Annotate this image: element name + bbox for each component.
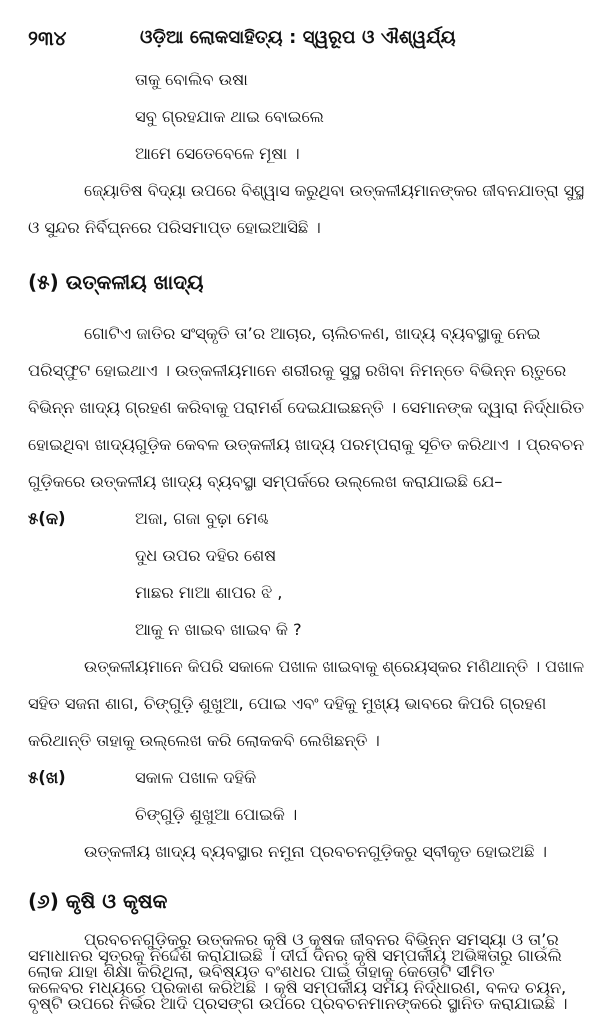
proverb-line: ମାଛର ମାଆ ଶାପର ଝି ,	[135, 583, 283, 602]
proverb-label: ୫(କ)	[28, 509, 66, 528]
verse-line: ସବୁ ଗ୍ରହଯାକ ଥାଇ ବୋଇଲେ	[135, 107, 324, 126]
paragraph-line: ଗୋଟିଏ ଜାତିର ସଂସ୍କୃତି ତା’ର ଆଚାର, ଚାଲିଚଳଣ, ଖାଦ୍ୟ ବ୍ୟବସ୍ଥାକୁ ନେଇ	[84, 324, 541, 343]
paragraph-line: କରିଥାନ୍ତି ତାହାକୁ ଉଲ୍ଲେଖ କରି ଲୋକକବି ଲେଖିଛନ୍ତି ।	[28, 731, 380, 750]
paragraph-line: ଲୋକ ଯାହା ଶିକ୍ଷା କରିଥିଲା, ଭବିଷ୍ୟତ ବଂଶଧର ପାଇଁ ତାହାକୁ କେତୋଟି ସୀମିତ	[28, 962, 495, 981]
paragraph-line: ଓ ସୁନ୍ଦର ନିର୍ବିଘ୍ନରେ ପରିସମାପ୍ତ ହୋଇଆସିଛି ।	[28, 218, 321, 237]
paragraph-line: ହୋଇଥିବା ଖାଦ୍ୟଗୁଡ଼ିକ କେବଳ ଉତ୍କଳୀୟ ଖାଦ୍ୟ ପରମ୍ପରାକୁ ସୂଚିତ କରିଥାଏ । ପ୍ରବଚନ	[28, 435, 584, 454]
paragraph-line: ସହିତ ସଜନା ଶାଗ, ଚିଙ୍ଗୁଡ଼ି ଶୁଖୁଆ, ପୋଇ ଏବଂ ଦହିକୁ ମୁଖ୍ୟ ଭାବରେ କିପରି ଗ୍ରହଣ	[28, 694, 547, 713]
paragraph-line: ପ୍ରବଚନଗୁଡ଼ିକରୁ ଉତ୍କଳର କୃଷି ଓ କୃଷକ ଜୀବନର ବିଭିନ୍ନ ସମସ୍ୟା ଓ ତା’ର	[84, 930, 559, 949]
paragraph-line: ଉତ୍କଳୀୟମାନେ କିପରି ସକାଳେ ପଖାଳ ଖାଇବାକୁ ଶ୍ରେୟସ୍କର ମଣିଥାନ୍ତି । ପଖାଳ	[84, 657, 585, 676]
proverb-line: ସକାଳ ପଖାଳ ଦହିକି	[135, 768, 257, 787]
verse-line: ତାକୁ ବୋଲିବ ଉଷା	[135, 70, 248, 89]
paragraph-line: ଉତ୍କଳୀୟ ଖାଦ୍ୟ ବ୍ୟବସ୍ଥାର ନମୁନା ପ୍ରବଚନଗୁଡ଼ିକରୁ ସ୍ବୀକୃତ ହୋଇଅଛି ।	[84, 842, 547, 861]
paragraph-line: ଗୁଡ଼ିକରେ ଉତ୍କଳୀୟ ଖାଦ୍ୟ ବ୍ୟବସ୍ଥା ସମ୍ପର୍କରେ ଉଲ୍ଲେଖ କରାଯାଇଛି ଯେ–	[28, 472, 503, 491]
section-heading-food: (୫) ଉତ୍କଳୀୟ ଖାଦ୍ୟ	[28, 270, 204, 294]
proverb-line: ଦୁଧ ଉପର ଦହିର ଶେଷ	[135, 546, 277, 565]
page-header	[28, 26, 588, 52]
proverb-line: ଆକୁ ନ ଖାଇବ ଖାଇବ କି ?	[135, 620, 302, 639]
paragraph-line: ବୃଷ୍ଟି ଉପରେ ନିର୍ଭର ଆଦି ପ୍ରସଙ୍ଗ ଉପରେ ପ୍ରବଚନମାନଙ୍କରେ ସ୍ଥାନିତ କରାଯାଇଛି ।	[28, 994, 568, 1013]
paragraph-line: ପରିସ୍ଫୁଟ ହୋଇଥାଏ । ଉତ୍କଳୀୟମାନେ ଶରୀରକୁ ସୁସ୍ଥ ରଖିବା ନିମନ୍ତେ ବିଭିନ୍ନ ଋତୁରେ	[28, 361, 567, 380]
page-number: ୨୩୪	[28, 26, 67, 50]
paragraph-line: ବିଭିନ୍ନ ଖାଦ୍ୟ ଗ୍ରହଣ କରିବାକୁ ପରାମର୍ଶ ଦେଇଯାଇଛନ୍ତି । ସେମାନଙ୍କ ଦ୍ୱାରା ନିର୍ଦ୍ଧାରିତ	[28, 398, 585, 417]
proverb-line: ଚିଙ୍ଗୁଡ଼ି ଶୁଖୁଆ ପୋଇକି ।	[135, 805, 298, 824]
paragraph-line: କଳେବର ମଧ୍ୟରେ ପ୍ରକାଶ କରିଅଛି । କୃଷି ସମ୍ପର୍କୀୟ ସମୟ ନିର୍ଦ୍ଧାରଣ, ବଳଦ ଚୟନ,	[28, 978, 567, 997]
running-title: ଓଡ଼ିଆ ଲୋକସାହିତ୍ୟ : ସ୍ୱରୂପ ଓ ଐଶ୍ୱର୍ଯ୍ୟ	[140, 27, 456, 48]
proverb-label: ୫(ଖ)	[28, 768, 66, 787]
paragraph-line: ଜ୍ୟୋତିଷ ବିଦ୍ୟା ଉପରେ ବିଶ୍ୱାସ କରୁଥିବା ଉତ୍କଳୀୟମାନଙ୍କର ଜୀବନଯାତ୍ରା ସୁସ୍ଥ	[84, 181, 585, 200]
proverb-line: ଅଜା, ଗଜା ବୁଢ଼ା ମେଣ୍ଢ	[135, 509, 269, 528]
section-heading-agriculture: (୬) କୃଷି ଓ କୃଷକ	[28, 889, 168, 913]
verse-line: ଆମେ ସେତେବେଳେ ମୂଷା ।	[135, 144, 300, 163]
paragraph-line: ସମାଧାନର ସୂତ୍ରକୁ ନିର୍ଦ୍ଦେଶ କରାଯାଇଛି । ଦୀର୍ଘ ଦିନର କୃଷି ସମ୍ପର୍କୀୟ ଅଭିଜ୍ଞତାରୁ ଗାଉଁଲି	[28, 946, 562, 965]
